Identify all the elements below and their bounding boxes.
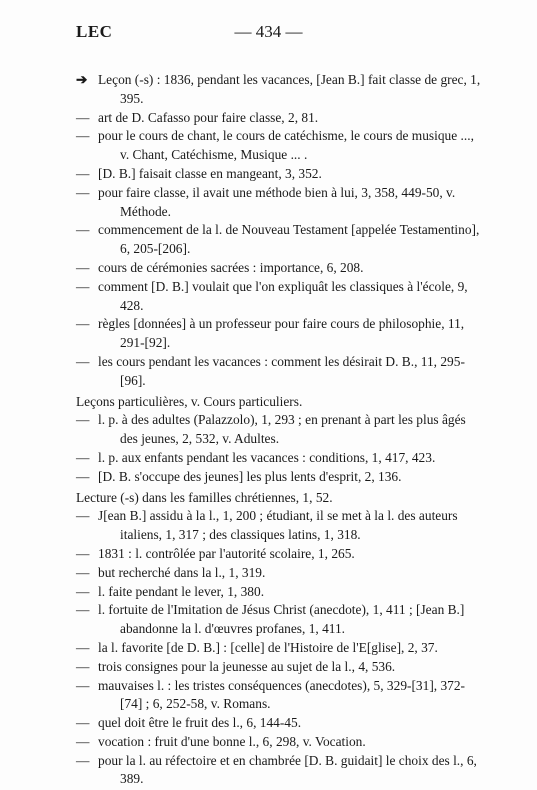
arrow-icon: ➔ <box>76 72 88 87</box>
index-subentry <box>76 221 486 259</box>
dash-marker: — <box>76 715 90 731</box>
index-subentry <box>76 601 486 639</box>
index-subentry <box>76 545 486 564</box>
dash-marker: — <box>76 508 90 524</box>
index-subentry <box>76 165 486 184</box>
dash-marker: — <box>76 184 90 200</box>
index-subentry <box>76 564 486 583</box>
dash-marker: — <box>76 639 90 655</box>
entry-text: cours de cérémonies sacrées : importance, 6, 208. <box>98 259 364 275</box>
index-subentry <box>76 449 486 468</box>
entry-text: J[ean B.] assidu à la l., 1, 200 ; étudiant, il se met à la l. des auteurs italiens, 1, 317 ; des classiques latins, 1, 318. <box>98 508 458 543</box>
index-heading <box>76 489 486 508</box>
entry-text: l. p. aux enfants pendant les vacances : conditions, 1, 417, 423. <box>98 449 436 465</box>
index-subentry <box>76 677 486 715</box>
entry-text: la l. favorite [de D. B.] : [celle] de l'Histoire de l'E[glise], 2, 37. <box>98 639 438 655</box>
dash-marker: — <box>76 316 90 332</box>
dash-marker: — <box>76 583 90 599</box>
dash-marker: — <box>76 602 90 618</box>
entry-text: art de D. Cafasso pour faire classe, 2, 81. <box>98 109 319 125</box>
index-subentry <box>76 468 486 487</box>
entry-text: pour la l. au réfectoire et en chambrée [D. B. guidait] le choix des l., 6, 389. <box>98 752 477 787</box>
entry-text: les cours pendant les vacances : comment les désirait D. B., 11, 295-[96]. <box>98 353 465 388</box>
dash-marker: — <box>76 128 90 144</box>
entry-text: Leçon (-s) : 1836, pendant les vacances, [Jean B.] fait classe de grec, 1, 395. <box>98 72 481 106</box>
entry-text: 1831 : l. contrôlée par l'autorité scolaire, 1, 265. <box>98 545 355 561</box>
page-number: — 434 — <box>234 22 303 41</box>
index-heading <box>76 393 486 412</box>
index-subentry <box>76 184 486 222</box>
index-subentry <box>76 127 486 165</box>
entry-text: Leçons particulières, v. Cours particuliers. <box>76 393 303 409</box>
entry-text: commencement de la l. de Nouveau Testament [appelée Testamentino], 6, 205-[206]. <box>98 222 480 257</box>
dash-marker: — <box>76 412 90 428</box>
index-subentry <box>76 259 486 278</box>
dash-marker: — <box>76 278 90 294</box>
dash-marker: — <box>76 468 90 484</box>
entry-text: [D. B.] faisait classe en mangeant, 3, 352. <box>98 165 322 181</box>
index-subentry <box>76 714 486 733</box>
entry-text: l. faite pendant le lever, 1, 380. <box>98 583 265 599</box>
entry-text: pour le cours de chant, le cours de catéchisme, le cours de musique ..., v. Chant, Catéchisme, Musique ... . <box>98 128 474 163</box>
dash-marker: — <box>76 545 90 561</box>
index-subentry <box>76 507 486 545</box>
entry-text: quel doit être le fruit des l., 6, 144-45. <box>98 715 302 731</box>
dash-marker: — <box>76 222 90 238</box>
entry-text: [D. B. s'occupe des jeunes] les plus lents d'esprit, 2, 136. <box>98 468 402 484</box>
index-subentry <box>76 639 486 658</box>
entry-text: mauvaises l. : les tristes conséquences (anecdotes), 5, 329-[31], 372-[74] ; 6, 252-58, v. Romans. <box>98 677 466 712</box>
index-subentry <box>76 109 486 128</box>
entry-text: pour faire classe, il avait une méthode bien à lui, 3, 358, 449-50, v. Méthode. <box>98 184 456 219</box>
entry-text: l. p. à des adultes (Palazzolo), 1, 293 ; en prenant à part les plus âgés des jeunes, 2, 532, v. Adultes. <box>98 412 466 447</box>
dash-marker: — <box>76 733 90 749</box>
index-subentry <box>76 315 486 353</box>
entry-text: l. fortuite de l'Imitation de Jésus Christ (anecdote), 1, 411 ; [Jean B.] abandonne la l. d'œuvres profanes, 1, 411. <box>98 602 465 637</box>
dash-marker: — <box>76 165 90 181</box>
entry-text: règles [données] à un professeur pour faire cours de philosophie, 11, 291-[92]. <box>98 316 465 351</box>
index-subentry <box>76 353 486 391</box>
dash-marker: — <box>76 259 90 275</box>
entry-text: vocation : fruit d'une bonne l., 6, 298, v. Vocation. <box>98 733 366 749</box>
dash-marker: — <box>76 658 90 674</box>
index-subentry <box>76 658 486 677</box>
index-subentry <box>76 411 486 449</box>
entry-text: Lecture (-s) dans les familles chrétiennes, 1, 52. <box>76 489 333 505</box>
running-head-left: LEC <box>76 22 113 41</box>
index-subentry <box>76 733 486 752</box>
index-subentry <box>76 752 486 790</box>
dash-marker: — <box>76 677 90 693</box>
dash-marker: — <box>76 564 90 580</box>
index-subentry <box>76 583 486 602</box>
index-subentry <box>76 278 486 316</box>
entry-text: comment [D. B.] voulait que l'on expliquât les classiques à l'école, 9, 428. <box>98 278 468 313</box>
entry-text: trois consignes pour la jeunesse au sujet de la l., 4, 536. <box>98 658 396 674</box>
entry-text: but recherché dans la l., 1, 319. <box>98 564 266 580</box>
dash-marker: — <box>76 449 90 465</box>
dash-marker: — <box>76 109 90 125</box>
index-entries <box>76 71 486 789</box>
index-entry <box>76 71 486 109</box>
dash-marker: — <box>76 752 90 768</box>
dash-marker: — <box>76 353 90 369</box>
